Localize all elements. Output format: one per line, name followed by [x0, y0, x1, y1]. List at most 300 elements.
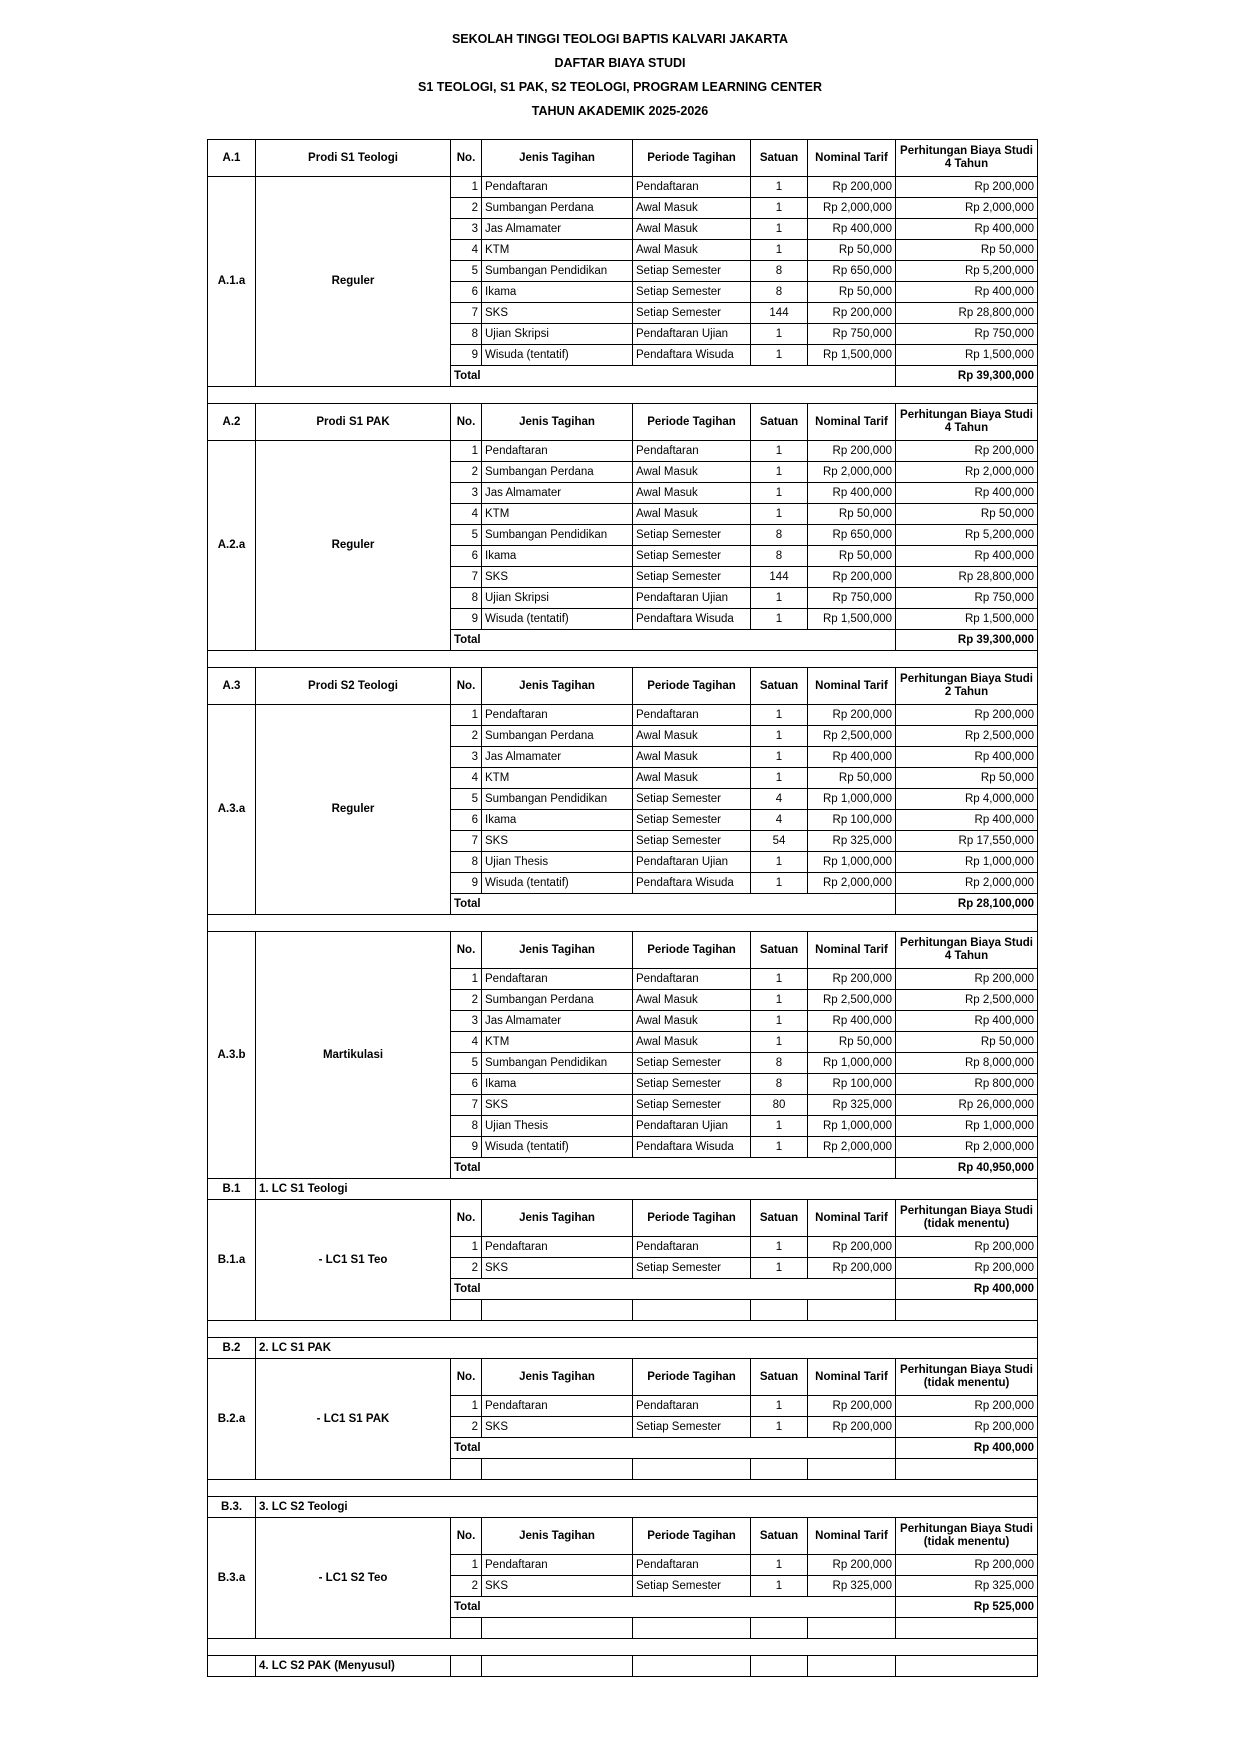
- column-header-nominal-tarif: Nominal Tarif: [808, 140, 896, 177]
- satuan-cell: 80: [751, 1095, 808, 1116]
- section-header-row: [208, 1200, 1038, 1237]
- empty-cell: [896, 1618, 1038, 1639]
- empty-cell: [633, 1459, 751, 1480]
- empty-cell: [896, 1656, 1038, 1677]
- jenis-tagihan-cell: Jas Almamater: [482, 483, 633, 504]
- nominal-tarif-cell: Rp 50,000: [808, 282, 896, 303]
- periode-tagihan-cell: Awal Masuk: [633, 504, 751, 525]
- sub-program-code: A.3.a: [208, 705, 256, 915]
- column-header-periode-tagihan: Periode Tagihan: [633, 1518, 751, 1555]
- separator-row: [208, 1321, 1038, 1338]
- periode-tagihan-cell: Pendaftaran Ujian: [633, 588, 751, 609]
- jenis-tagihan-cell: Wisuda (tentatif): [482, 609, 633, 630]
- perhitungan-biaya-cell: Rp 17,550,000: [896, 831, 1038, 852]
- empty-cell: [751, 1618, 808, 1639]
- lc-section-code: B.2: [208, 1338, 256, 1359]
- empty-cell: [208, 1639, 1038, 1656]
- periode-tagihan-cell: Awal Masuk: [633, 768, 751, 789]
- empty-cell: [208, 1321, 1038, 1338]
- jenis-tagihan-cell: Jas Almamater: [482, 747, 633, 768]
- column-header-nominal-tarif: Nominal Tarif: [808, 1518, 896, 1555]
- periode-tagihan-cell: Awal Masuk: [633, 747, 751, 768]
- jenis-tagihan-cell: SKS: [482, 567, 633, 588]
- row-number: 5: [451, 789, 482, 810]
- nominal-tarif-cell: Rp 2,000,000: [808, 873, 896, 894]
- table-row: [208, 705, 1038, 726]
- nominal-tarif-cell: Rp 1,000,000: [808, 789, 896, 810]
- periode-tagihan-cell: Pendaftara Wisuda: [633, 345, 751, 366]
- section-header-row: [208, 1359, 1038, 1396]
- jenis-tagihan-cell: Pendaftaran: [482, 177, 633, 198]
- section-header-row: [208, 140, 1038, 177]
- row-number: 2: [451, 1417, 482, 1438]
- nominal-tarif-cell: Rp 200,000: [808, 567, 896, 588]
- perhitungan-biaya-cell: Rp 5,200,000: [896, 525, 1038, 546]
- sub-program-code: A.2.a: [208, 441, 256, 651]
- row-number: 3: [451, 1011, 482, 1032]
- nominal-tarif-cell: Rp 200,000: [808, 969, 896, 990]
- perhitungan-biaya-cell: Rp 2,000,000: [896, 873, 1038, 894]
- row-number: 1: [451, 1237, 482, 1258]
- periode-tagihan-cell: Pendaftara Wisuda: [633, 1137, 751, 1158]
- sub-program-code: B.2.a: [208, 1359, 256, 1480]
- satuan-cell: 1: [751, 969, 808, 990]
- empty-cell: [633, 1300, 751, 1321]
- column-header-satuan: Satuan: [751, 1359, 808, 1396]
- nominal-tarif-cell: Rp 2,500,000: [808, 990, 896, 1011]
- perhitungan-biaya-cell: Rp 400,000: [896, 1011, 1038, 1032]
- perhitungan-biaya-cell: Rp 200,000: [896, 705, 1038, 726]
- program-title: Prodi S1 Teologi: [256, 140, 451, 177]
- column-header-nominal-tarif: Nominal Tarif: [808, 1200, 896, 1237]
- satuan-cell: 1: [751, 1137, 808, 1158]
- periode-tagihan-cell: Pendaftaran: [633, 1396, 751, 1417]
- perhitungan-biaya-cell: Rp 5,200,000: [896, 261, 1038, 282]
- empty-cell: [482, 1300, 633, 1321]
- column-header-perhitungan-biaya: Perhitungan Biaya Studi 4 Tahun: [896, 404, 1038, 441]
- perhitungan-biaya-cell: Rp 50,000: [896, 768, 1038, 789]
- perhitungan-biaya-cell: Rp 200,000: [896, 1396, 1038, 1417]
- empty-cell: [482, 1618, 633, 1639]
- nominal-tarif-cell: Rp 200,000: [808, 1258, 896, 1279]
- column-header-jenis-tagihan: Jenis Tagihan: [482, 1359, 633, 1396]
- column-header-perhitungan-biaya: Perhitungan Biaya Studi (tidak menentu): [896, 1200, 1038, 1237]
- satuan-cell: 1: [751, 1555, 808, 1576]
- periode-tagihan-cell: Pendaftara Wisuda: [633, 873, 751, 894]
- satuan-cell: 1: [751, 1396, 808, 1417]
- nominal-tarif-cell: Rp 1,500,000: [808, 609, 896, 630]
- table-row: [208, 177, 1038, 198]
- perhitungan-biaya-cell: Rp 400,000: [896, 219, 1038, 240]
- row-number: 7: [451, 567, 482, 588]
- periode-tagihan-cell: Setiap Semester: [633, 1576, 751, 1597]
- sub-program-label: - LC1 S2 Teo: [256, 1518, 451, 1639]
- section-header-row: [208, 404, 1038, 441]
- satuan-cell: 54: [751, 831, 808, 852]
- column-header-periode-tagihan: Periode Tagihan: [633, 140, 751, 177]
- nominal-tarif-cell: Rp 200,000: [808, 177, 896, 198]
- empty-cell: [482, 1459, 633, 1480]
- periode-tagihan-cell: Awal Masuk: [633, 483, 751, 504]
- jenis-tagihan-cell: Sumbangan Perdana: [482, 990, 633, 1011]
- nominal-tarif-cell: Rp 200,000: [808, 441, 896, 462]
- jenis-tagihan-cell: Pendaftaran: [482, 1396, 633, 1417]
- periode-tagihan-cell: Pendaftaran: [633, 969, 751, 990]
- separator-row: [208, 387, 1038, 404]
- column-header-perhitungan-biaya: Perhitungan Biaya Studi 4 Tahun: [896, 932, 1038, 969]
- perhitungan-biaya-cell: Rp 400,000: [896, 747, 1038, 768]
- row-number: 9: [451, 873, 482, 894]
- periode-tagihan-cell: Setiap Semester: [633, 567, 751, 588]
- empty-cell: [751, 1656, 808, 1677]
- column-header-satuan: Satuan: [751, 1518, 808, 1555]
- empty-cell: [633, 1618, 751, 1639]
- perhitungan-biaya-cell: Rp 28,800,000: [896, 567, 1038, 588]
- total-value: Rp 40,950,000: [896, 1158, 1038, 1179]
- row-number: 3: [451, 483, 482, 504]
- satuan-cell: 1: [751, 990, 808, 1011]
- nominal-tarif-cell: Rp 200,000: [808, 1396, 896, 1417]
- empty-cell: [208, 387, 1038, 404]
- nominal-tarif-cell: Rp 750,000: [808, 324, 896, 345]
- periode-tagihan-cell: Awal Masuk: [633, 1011, 751, 1032]
- empty-cell: [808, 1459, 896, 1480]
- satuan-cell: 8: [751, 525, 808, 546]
- jenis-tagihan-cell: KTM: [482, 1032, 633, 1053]
- row-number: 8: [451, 324, 482, 345]
- total-label: Total: [451, 1279, 896, 1300]
- satuan-cell: 1: [751, 873, 808, 894]
- row-number: 9: [451, 1137, 482, 1158]
- column-header-nominal-tarif: Nominal Tarif: [808, 668, 896, 705]
- empty-cell: [208, 651, 1038, 668]
- jenis-tagihan-cell: Ikama: [482, 1074, 633, 1095]
- program-title: Prodi S2 Teologi: [256, 668, 451, 705]
- row-number: 3: [451, 747, 482, 768]
- jenis-tagihan-cell: Jas Almamater: [482, 219, 633, 240]
- periode-tagihan-cell: Setiap Semester: [633, 1053, 751, 1074]
- perhitungan-biaya-cell: Rp 50,000: [896, 240, 1038, 261]
- perhitungan-biaya-cell: Rp 200,000: [896, 1237, 1038, 1258]
- jenis-tagihan-cell: SKS: [482, 1095, 633, 1116]
- jenis-tagihan-cell: Wisuda (tentatif): [482, 873, 633, 894]
- section-header-row: [208, 932, 1038, 969]
- row-number: 2: [451, 1258, 482, 1279]
- nominal-tarif-cell: Rp 50,000: [808, 504, 896, 525]
- empty-cell: [751, 1459, 808, 1480]
- sub-program-label: Reguler: [256, 441, 451, 651]
- periode-tagihan-cell: Setiap Semester: [633, 1095, 751, 1116]
- perhitungan-biaya-cell: Rp 750,000: [896, 324, 1038, 345]
- perhitungan-biaya-cell: Rp 400,000: [896, 282, 1038, 303]
- nominal-tarif-cell: Rp 750,000: [808, 588, 896, 609]
- empty-cell: [451, 1459, 482, 1480]
- nominal-tarif-cell: Rp 200,000: [808, 1417, 896, 1438]
- sub-program-code: B.1.a: [208, 1200, 256, 1321]
- empty-cell: [808, 1656, 896, 1677]
- perhitungan-biaya-cell: Rp 1,500,000: [896, 609, 1038, 630]
- jenis-tagihan-cell: KTM: [482, 504, 633, 525]
- separator-row: [208, 651, 1038, 668]
- sub-program-label: - LC1 S1 Teo: [256, 1200, 451, 1321]
- satuan-cell: 1: [751, 1032, 808, 1053]
- jenis-tagihan-cell: Sumbangan Perdana: [482, 198, 633, 219]
- satuan-cell: 1: [751, 747, 808, 768]
- column-header-no: No.: [451, 668, 482, 705]
- row-number: 1: [451, 705, 482, 726]
- nominal-tarif-cell: Rp 50,000: [808, 1032, 896, 1053]
- perhitungan-biaya-cell: Rp 1,000,000: [896, 1116, 1038, 1137]
- periode-tagihan-cell: Setiap Semester: [633, 1417, 751, 1438]
- empty-cell: [482, 1656, 633, 1677]
- nominal-tarif-cell: Rp 200,000: [808, 1555, 896, 1576]
- empty-cell: [633, 1656, 751, 1677]
- periode-tagihan-cell: Setiap Semester: [633, 1074, 751, 1095]
- perhitungan-biaya-cell: Rp 400,000: [896, 810, 1038, 831]
- empty-cell: [208, 1480, 1038, 1497]
- periode-tagihan-cell: Awal Masuk: [633, 990, 751, 1011]
- row-number: 6: [451, 282, 482, 303]
- perhitungan-biaya-cell: Rp 200,000: [896, 1417, 1038, 1438]
- row-number: 1: [451, 1396, 482, 1417]
- satuan-cell: 1: [751, 1237, 808, 1258]
- total-value: Rp 400,000: [896, 1279, 1038, 1300]
- column-header-periode-tagihan: Periode Tagihan: [633, 1200, 751, 1237]
- satuan-cell: 144: [751, 303, 808, 324]
- jenis-tagihan-cell: SKS: [482, 303, 633, 324]
- satuan-cell: 144: [751, 567, 808, 588]
- empty-cell: [208, 1656, 256, 1677]
- row-number: 4: [451, 1032, 482, 1053]
- perhitungan-biaya-cell: Rp 8,000,000: [896, 1053, 1038, 1074]
- row-number: 7: [451, 1095, 482, 1116]
- empty-cell: [208, 915, 1038, 932]
- column-header-jenis-tagihan: Jenis Tagihan: [482, 668, 633, 705]
- perhitungan-biaya-cell: Rp 200,000: [896, 969, 1038, 990]
- total-label: Total: [451, 366, 896, 387]
- nominal-tarif-cell: Rp 200,000: [808, 705, 896, 726]
- sub-program-code: A.3.b: [208, 932, 256, 1179]
- column-header-perhitungan-biaya: Perhitungan Biaya Studi 4 Tahun: [896, 140, 1038, 177]
- jenis-tagihan-cell: KTM: [482, 240, 633, 261]
- satuan-cell: 1: [751, 1417, 808, 1438]
- jenis-tagihan-cell: Jas Almamater: [482, 1011, 633, 1032]
- satuan-cell: 1: [751, 324, 808, 345]
- column-header-satuan: Satuan: [751, 1200, 808, 1237]
- jenis-tagihan-cell: SKS: [482, 1576, 633, 1597]
- periode-tagihan-cell: Awal Masuk: [633, 198, 751, 219]
- nominal-tarif-cell: Rp 1,000,000: [808, 1053, 896, 1074]
- satuan-cell: 1: [751, 177, 808, 198]
- jenis-tagihan-cell: Pendaftaran: [482, 1237, 633, 1258]
- satuan-cell: 8: [751, 546, 808, 567]
- sub-program-code: A.1.a: [208, 177, 256, 387]
- column-header-satuan: Satuan: [751, 140, 808, 177]
- sub-program-code: B.3.a: [208, 1518, 256, 1639]
- jenis-tagihan-cell: Sumbangan Pendidikan: [482, 261, 633, 282]
- jenis-tagihan-cell: Ujian Skripsi: [482, 324, 633, 345]
- nominal-tarif-cell: Rp 1,000,000: [808, 1116, 896, 1137]
- jenis-tagihan-cell: Ikama: [482, 810, 633, 831]
- total-value: Rp 39,300,000: [896, 366, 1038, 387]
- periode-tagihan-cell: Awal Masuk: [633, 726, 751, 747]
- column-header-jenis-tagihan: Jenis Tagihan: [482, 1200, 633, 1237]
- perhitungan-biaya-cell: Rp 28,800,000: [896, 303, 1038, 324]
- empty-cell: [808, 1300, 896, 1321]
- row-number: 6: [451, 810, 482, 831]
- empty-cell: [896, 1459, 1038, 1480]
- column-header-periode-tagihan: Periode Tagihan: [633, 404, 751, 441]
- periode-tagihan-cell: Setiap Semester: [633, 282, 751, 303]
- perhitungan-biaya-cell: Rp 50,000: [896, 1032, 1038, 1053]
- jenis-tagihan-cell: Pendaftaran: [482, 969, 633, 990]
- periode-tagihan-cell: Setiap Semester: [633, 1258, 751, 1279]
- jenis-tagihan-cell: Wisuda (tentatif): [482, 345, 633, 366]
- row-number: 9: [451, 345, 482, 366]
- column-header-no: No.: [451, 404, 482, 441]
- lc-section-row: [208, 1179, 1038, 1200]
- row-number: 8: [451, 588, 482, 609]
- nominal-tarif-cell: Rp 50,000: [808, 240, 896, 261]
- separator-row: [208, 915, 1038, 932]
- column-header-satuan: Satuan: [751, 668, 808, 705]
- row-number: 7: [451, 831, 482, 852]
- column-header-periode-tagihan: Periode Tagihan: [633, 1359, 751, 1396]
- program-code: A.2: [208, 404, 256, 441]
- row-number: 2: [451, 198, 482, 219]
- perhitungan-biaya-cell: Rp 800,000: [896, 1074, 1038, 1095]
- satuan-cell: 1: [751, 1116, 808, 1137]
- program-title: Prodi S1 PAK: [256, 404, 451, 441]
- satuan-cell: 1: [751, 1011, 808, 1032]
- academic-year: TAHUN AKADEMIK 2025-2026: [531, 104, 709, 118]
- nominal-tarif-cell: Rp 2,000,000: [808, 1137, 896, 1158]
- column-header-satuan: Satuan: [751, 932, 808, 969]
- periode-tagihan-cell: Setiap Semester: [633, 810, 751, 831]
- periode-tagihan-cell: Setiap Semester: [633, 789, 751, 810]
- perhitungan-biaya-cell: Rp 400,000: [896, 483, 1038, 504]
- nominal-tarif-cell: Rp 200,000: [808, 1237, 896, 1258]
- satuan-cell: 8: [751, 1053, 808, 1074]
- jenis-tagihan-cell: Ikama: [482, 546, 633, 567]
- separator-row: [208, 1639, 1038, 1656]
- perhitungan-biaya-cell: Rp 4,000,000: [896, 789, 1038, 810]
- nominal-tarif-cell: Rp 2,500,000: [808, 726, 896, 747]
- column-header-satuan: Satuan: [751, 404, 808, 441]
- periode-tagihan-cell: Pendaftaran: [633, 705, 751, 726]
- row-number: 1: [451, 1555, 482, 1576]
- satuan-cell: 1: [751, 198, 808, 219]
- satuan-cell: 8: [751, 1074, 808, 1095]
- satuan-cell: 4: [751, 789, 808, 810]
- lc-section-name: 2. LC S1 PAK: [256, 1338, 1038, 1359]
- periode-tagihan-cell: Pendaftaran Ujian: [633, 324, 751, 345]
- row-number: 5: [451, 261, 482, 282]
- jenis-tagihan-cell: Sumbangan Pendidikan: [482, 789, 633, 810]
- satuan-cell: 1: [751, 705, 808, 726]
- satuan-cell: 1: [751, 345, 808, 366]
- column-header-jenis-tagihan: Jenis Tagihan: [482, 1518, 633, 1555]
- periode-tagihan-cell: Setiap Semester: [633, 831, 751, 852]
- document-header: [0, 27, 1240, 123]
- row-number: 2: [451, 726, 482, 747]
- column-header-periode-tagihan: Periode Tagihan: [633, 932, 751, 969]
- periode-tagihan-cell: Awal Masuk: [633, 240, 751, 261]
- total-label: Total: [451, 894, 896, 915]
- jenis-tagihan-cell: Sumbangan Pendidikan: [482, 525, 633, 546]
- column-header-perhitungan-biaya: Perhitungan Biaya Studi (tidak menentu): [896, 1359, 1038, 1396]
- perhitungan-biaya-cell: Rp 1,000,000: [896, 852, 1038, 873]
- empty-cell: [896, 1300, 1038, 1321]
- nominal-tarif-cell: Rp 200,000: [808, 303, 896, 324]
- perhitungan-biaya-cell: Rp 325,000: [896, 1576, 1038, 1597]
- row-number: 4: [451, 240, 482, 261]
- column-header-no: No.: [451, 140, 482, 177]
- fee-table: [207, 139, 1038, 1677]
- column-header-nominal-tarif: Nominal Tarif: [808, 932, 896, 969]
- perhitungan-biaya-cell: Rp 2,500,000: [896, 726, 1038, 747]
- table-row: [208, 441, 1038, 462]
- perhitungan-biaya-cell: Rp 26,000,000: [896, 1095, 1038, 1116]
- satuan-cell: 1: [751, 504, 808, 525]
- lc-section-name: 1. LC S1 Teologi: [256, 1179, 1038, 1200]
- periode-tagihan-cell: Setiap Semester: [633, 261, 751, 282]
- nominal-tarif-cell: Rp 325,000: [808, 831, 896, 852]
- program-list: S1 TEOLOGI, S1 PAK, S2 TEOLOGI, PROGRAM LEARNING CENTER: [418, 80, 822, 94]
- nominal-tarif-cell: Rp 400,000: [808, 747, 896, 768]
- column-header-no: No.: [451, 1518, 482, 1555]
- jenis-tagihan-cell: Pendaftaran: [482, 441, 633, 462]
- periode-tagihan-cell: Pendaftara Wisuda: [633, 609, 751, 630]
- institution-name: SEKOLAH TINGGI TEOLOGI BAPTIS KALVARI JAKARTA: [451, 32, 789, 46]
- lc-section-code: B.3.: [208, 1497, 256, 1518]
- perhitungan-biaya-cell: Rp 200,000: [896, 1258, 1038, 1279]
- row-number: 1: [451, 177, 482, 198]
- jenis-tagihan-cell: Ujian Thesis: [482, 852, 633, 873]
- column-header-periode-tagihan: Periode Tagihan: [633, 668, 751, 705]
- column-header-jenis-tagihan: Jenis Tagihan: [482, 404, 633, 441]
- row-number: 2: [451, 462, 482, 483]
- row-number: 5: [451, 1053, 482, 1074]
- satuan-cell: 8: [751, 261, 808, 282]
- perhitungan-biaya-cell: Rp 2,000,000: [896, 462, 1038, 483]
- lc-section-name: 3. LC S2 Teologi: [256, 1497, 1038, 1518]
- column-header-nominal-tarif: Nominal Tarif: [808, 1359, 896, 1396]
- satuan-cell: 1: [751, 768, 808, 789]
- lc-section-code: B.1: [208, 1179, 256, 1200]
- lc-section-row: [208, 1656, 1038, 1677]
- column-header-nominal-tarif: Nominal Tarif: [808, 404, 896, 441]
- nominal-tarif-cell: Rp 1,500,000: [808, 345, 896, 366]
- total-label: Total: [451, 630, 896, 651]
- perhitungan-biaya-cell: Rp 200,000: [896, 177, 1038, 198]
- row-number: 7: [451, 303, 482, 324]
- nominal-tarif-cell: Rp 650,000: [808, 261, 896, 282]
- nominal-tarif-cell: Rp 400,000: [808, 1011, 896, 1032]
- sub-program-label: Martikulasi: [256, 932, 451, 1179]
- program-code: A.3: [208, 668, 256, 705]
- empty-cell: [751, 1300, 808, 1321]
- perhitungan-biaya-cell: Rp 750,000: [896, 588, 1038, 609]
- periode-tagihan-cell: Setiap Semester: [633, 303, 751, 324]
- jenis-tagihan-cell: Sumbangan Perdana: [482, 462, 633, 483]
- row-number: 3: [451, 219, 482, 240]
- satuan-cell: 1: [751, 609, 808, 630]
- periode-tagihan-cell: Setiap Semester: [633, 525, 751, 546]
- perhitungan-biaya-cell: Rp 200,000: [896, 1555, 1038, 1576]
- nominal-tarif-cell: Rp 100,000: [808, 810, 896, 831]
- periode-tagihan-cell: Setiap Semester: [633, 546, 751, 567]
